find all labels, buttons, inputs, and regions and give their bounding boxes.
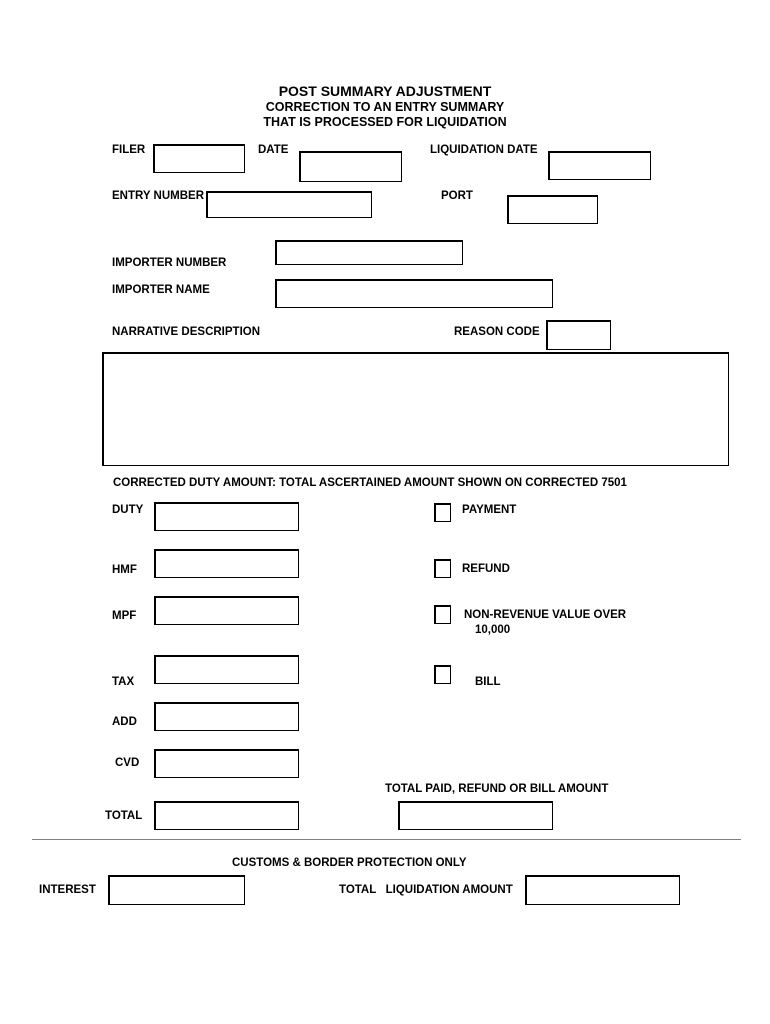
payment-label: PAYMENT	[462, 504, 517, 516]
cvd-label: CVD	[115, 757, 140, 769]
duty-input[interactable]	[154, 502, 299, 531]
tax-input[interactable]	[154, 655, 299, 684]
narrative-description-label: NARRATIVE DESCRIPTION	[112, 326, 261, 338]
bill-checkbox[interactable]	[434, 665, 451, 684]
date-label: DATE	[258, 144, 289, 156]
form-subtitle-line2: THAT IS PROCESSED FOR LIQUIDATION	[263, 115, 507, 129]
liquidation-date-input[interactable]	[548, 151, 651, 180]
importer-name-label: IMPORTER NAME	[112, 284, 210, 296]
importer-number-input[interactable]	[275, 240, 463, 265]
total-input[interactable]	[154, 801, 299, 830]
refund-checkbox[interactable]	[434, 559, 451, 578]
corrected-duty-heading: CORRECTED DUTY AMOUNT: TOTAL ASCERTAINED AMOUNT SHOWN ON CORRECTED 7501	[113, 477, 627, 489]
add-input[interactable]	[154, 702, 299, 731]
refund-label: REFUND	[462, 563, 510, 575]
section-divider	[32, 839, 741, 840]
non-revenue-label-line1: NON-REVENUE VALUE OVER	[464, 609, 627, 621]
filer-input[interactable]	[153, 144, 245, 173]
reason-code-label: REASON CODE	[454, 326, 540, 338]
entry-number-label: ENTRY NUMBER	[112, 190, 205, 202]
bill-label: BILL	[475, 676, 501, 688]
total-liquidation-amount-input[interactable]	[525, 875, 680, 905]
non-revenue-checkbox[interactable]	[434, 605, 451, 624]
entry-number-input[interactable]	[206, 191, 372, 218]
form-subtitle-line1: CORRECTION TO AN ENTRY SUMMARY	[265, 100, 505, 114]
mpf-input[interactable]	[154, 596, 299, 625]
form-title: POST SUMMARY ADJUSTMENT	[278, 83, 492, 99]
total-paid-refund-bill-input[interactable]	[398, 801, 553, 830]
total-liquidation-amount-label: TOTAL LIQUIDATION AMOUNT	[339, 884, 513, 896]
filer-label: FILER	[112, 144, 146, 156]
duty-label: DUTY	[112, 504, 144, 516]
liquidation-date-label: LIQUIDATION DATE	[430, 144, 538, 156]
total-paid-refund-bill-label: TOTAL PAID, REFUND OR BILL AMOUNT	[385, 783, 609, 795]
total-label: TOTAL	[105, 810, 143, 822]
cvd-input[interactable]	[154, 749, 299, 778]
tax-label: TAX	[112, 676, 135, 688]
add-label: ADD	[112, 716, 137, 728]
importer-number-label: IMPORTER NUMBER	[112, 257, 227, 269]
port-label: PORT	[441, 190, 473, 202]
mpf-label: MPF	[112, 610, 137, 622]
interest-label: INTEREST	[39, 884, 96, 896]
date-input[interactable]	[299, 151, 402, 182]
port-input[interactable]	[507, 195, 598, 224]
interest-input[interactable]	[108, 875, 245, 905]
hmf-label: HMF	[112, 564, 137, 576]
importer-name-input[interactable]	[275, 279, 553, 308]
non-revenue-label-line2: 10,000	[475, 624, 511, 636]
cbp-only-heading: CUSTOMS & BORDER PROTECTION ONLY	[232, 857, 467, 869]
hmf-input[interactable]	[154, 549, 299, 578]
reason-code-input[interactable]	[546, 320, 611, 350]
payment-checkbox[interactable]	[434, 503, 451, 522]
narrative-description-textarea[interactable]	[102, 352, 729, 466]
